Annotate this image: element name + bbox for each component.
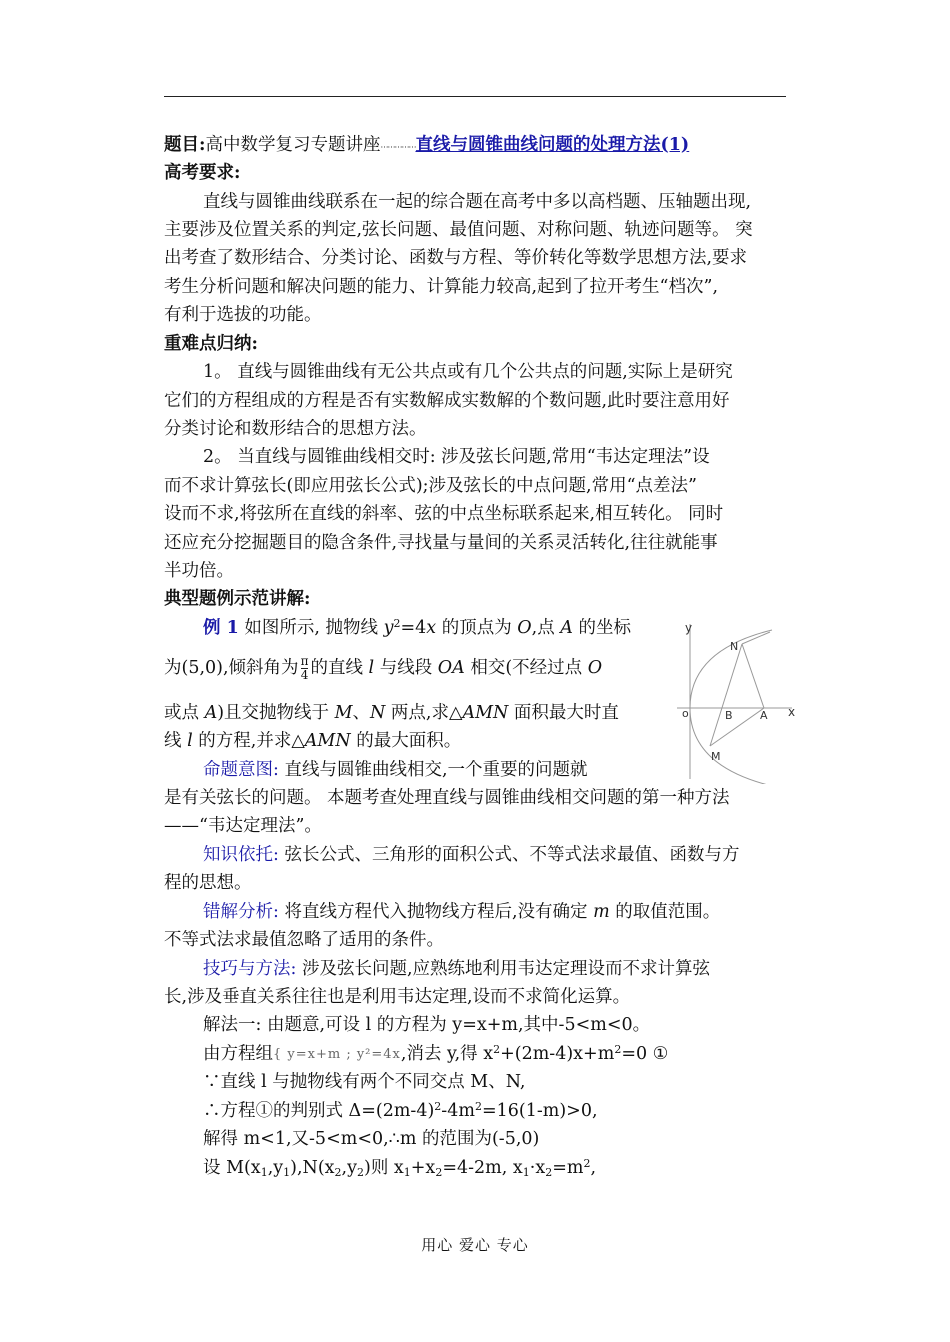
- frac-den: 4: [300, 668, 309, 682]
- text: 、: [352, 703, 371, 723]
- text: 的取值范围。: [609, 902, 721, 922]
- sub: 2: [545, 1166, 553, 1179]
- text: ),N(x: [290, 1158, 335, 1178]
- requirements-line: 出考查了数形结合、分类讨论、函数与方程、等价转化等数学思想方法,要求: [164, 248, 748, 268]
- sub: 2: [334, 1166, 342, 1179]
- var: l: [187, 731, 193, 751]
- text: =0 ①: [621, 1044, 669, 1064]
- basis-line: 程的思想。: [164, 873, 252, 893]
- point-a-label: A: [760, 709, 768, 722]
- x-axis-label: x: [788, 705, 796, 719]
- var: O: [517, 618, 532, 638]
- text: 弦长公式、三角形的面积公式、不等式法求最值、函数与方: [278, 845, 740, 865]
- fraction: [301, 655, 309, 682]
- var: l: [368, 658, 375, 678]
- text: =4: [400, 618, 427, 638]
- text: ,消去 y,得 x: [400, 1044, 494, 1064]
- text: ∴方程①的判别式 Δ=(2m-4): [203, 1101, 435, 1121]
- key-points-heading: 重难点归纳:: [164, 334, 258, 354]
- sub: 2: [435, 1166, 443, 1179]
- examples-heading: 典型题例示范讲解:: [164, 589, 311, 609]
- sub: 1: [260, 1166, 268, 1179]
- key-point-2-line: 2。 当直线与圆锥曲线相交时: 涉及弦长问题,常用“韦达定理法”设: [203, 447, 710, 467]
- sub: 1: [522, 1166, 530, 1179]
- frac-num: π: [300, 654, 309, 668]
- basis-line-1: [203, 844, 739, 866]
- text: 将直线方程代入抛物线方程后,没有确定: [278, 902, 594, 922]
- text: ·x: [529, 1158, 546, 1178]
- text: 的方程,并求△: [192, 731, 305, 751]
- text: +x: [410, 1158, 436, 1178]
- title-line: [164, 134, 689, 157]
- var: A: [560, 618, 573, 638]
- sub: 1: [283, 1166, 291, 1179]
- point-b-label: B: [725, 709, 733, 722]
- exp: 2: [434, 1100, 442, 1113]
- exp: 2: [474, 1100, 482, 1113]
- text: 与线段: [374, 658, 438, 678]
- key-point-1-line: 分类讨论和数形结合的思想方法。: [164, 419, 427, 439]
- point-n-label: N: [730, 640, 739, 653]
- text: ,y: [267, 1158, 284, 1178]
- text: 面积最大时直: [508, 703, 619, 723]
- text: 直线与圆锥曲线相交,一个重要的问题就: [278, 760, 588, 780]
- segment-am: [710, 708, 764, 746]
- requirements-heading: 高考要求:: [164, 163, 241, 183]
- intent-line: ——“韦达定理法”。: [164, 816, 322, 836]
- requirements-line: 考生分析问题和解决问题的能力、计算能力较高,起到了拉开考生“档次”,: [164, 277, 719, 297]
- text: 由方程组: [203, 1044, 273, 1064]
- example-1-line-1: [203, 617, 631, 639]
- text: ,: [590, 1158, 597, 1178]
- exp: 2: [493, 1043, 501, 1056]
- y-axis-label: y: [685, 621, 693, 635]
- var: y: [383, 618, 394, 638]
- text: 为(5,0),倾斜角为: [164, 658, 299, 678]
- error-line: 不等式法求最值忽略了适用的条件。: [164, 930, 444, 950]
- text: 设 M(x: [203, 1158, 261, 1178]
- var: OA: [437, 658, 465, 678]
- example-1-line-4: [164, 730, 461, 752]
- var: m: [593, 902, 610, 922]
- solution-line-4: [203, 1100, 598, 1122]
- text: =4-2m, x: [442, 1158, 523, 1178]
- text: )则 x: [364, 1158, 404, 1178]
- key-point-1-line: 它们的方程组成的方程是否有实数解成实数解的个数问题,此时要注意用好: [164, 391, 730, 411]
- text: 的最大面积。: [350, 731, 462, 751]
- skill-line-1: [203, 958, 710, 980]
- text: 如图所示, 抛物线: [244, 618, 384, 638]
- text: 的顶点为: [436, 618, 518, 638]
- text: +(2m-4)x+m: [500, 1044, 615, 1064]
- solution-line-5: 解得 m<1,又-5<m<0,∴m 的范围为(-5,0): [203, 1129, 540, 1149]
- text: 两点,求△: [385, 703, 463, 723]
- exp: 2: [614, 1043, 622, 1056]
- error-line-1: [203, 901, 720, 923]
- exp: 2: [583, 1157, 591, 1170]
- solution-line-1: 解法一: 由题意,可设 l 的方程为 y=x+m,其中-5<m<0。: [203, 1015, 651, 1035]
- basis-label: 知识依托:: [203, 845, 279, 865]
- sub: 1: [403, 1166, 411, 1179]
- requirements-line: 直线与圆锥曲线联系在一起的综合题在高考中多以高档题、压轴题出现,: [203, 192, 752, 212]
- title-dots: ……………: [380, 140, 416, 150]
- parabola-figure: [672, 614, 802, 784]
- solution-line-6: [203, 1157, 596, 1179]
- text: =m: [552, 1158, 584, 1178]
- key-point-1-line: 1。 直线与圆锥曲线有无公共点或有几个公共点的问题,实际上是研究: [203, 362, 733, 382]
- key-point-2-line: 设而不求,将弦所在直线的斜率、弦的中点坐标联系起来,相互转化。 同时: [164, 504, 724, 524]
- sub: 2: [357, 1166, 364, 1179]
- skill-line: 长,涉及垂直关系往往也是利用韦达定理,设而不求简化运算。: [164, 987, 631, 1007]
- exp: 2: [393, 617, 401, 630]
- parabola: [690, 630, 772, 784]
- point-m-label: M: [711, 750, 721, 763]
- origin-label: o: [682, 707, 689, 720]
- intent-line: 是有关弦长的问题。 本题考查处理直线与圆锥曲线相交问题的第一种方法: [164, 788, 730, 808]
- text: ,点: [531, 618, 561, 638]
- text: 的直线: [310, 658, 369, 678]
- requirements-line: 主要涉及位置关系的判定,弦长问题、最值问题、对称问题、轨迹问题等。 突: [164, 220, 753, 240]
- example-1-line-3: [164, 702, 619, 724]
- text: 线: [164, 731, 188, 751]
- text: -4m: [441, 1101, 475, 1121]
- var: AMN: [462, 703, 509, 723]
- key-point-2-line: 而不求计算弦长(即应用弦长公式);涉及弦长的中点问题,常用“点差法”: [164, 476, 698, 496]
- line-l: [710, 644, 742, 746]
- text: =16(1-m)>0,: [481, 1101, 598, 1121]
- intent-label: 命题意图:: [203, 760, 279, 780]
- text: )且交抛物线于: [217, 703, 335, 723]
- topic-link[interactable]: 直线与圆锥曲线问题的处理方法(1): [415, 135, 690, 155]
- segment-an: [742, 644, 764, 708]
- key-point-2-line: 半功倍。: [164, 561, 234, 581]
- var: M: [334, 703, 353, 723]
- title-label: 题目:: [164, 135, 206, 155]
- solution-line-3: ∵直线 l 与抛物线有两个不同交点 M、N,: [203, 1072, 526, 1092]
- text: 涉及弦长问题,应熟练地利用韦达定理设而不求计算弦: [296, 959, 711, 979]
- var: AMN: [304, 731, 351, 751]
- var: O: [587, 658, 603, 678]
- skill-label: 技巧与方法:: [203, 959, 297, 979]
- key-point-2-line: 还应充分挖掘题目的隐含条件,寻找量与量间的关系灵活转化,往往就能事: [164, 533, 718, 553]
- equation-system: { y=x+m ; y²=4x: [273, 1046, 401, 1062]
- header-rule: [164, 96, 786, 97]
- var: x: [426, 618, 437, 638]
- example-1-label: 例 1: [203, 618, 239, 638]
- error-label: 错解分析:: [203, 902, 279, 922]
- page-footer: 用心 爱心 专心: [421, 1236, 529, 1254]
- var: A: [204, 703, 218, 723]
- text: 的坐标: [572, 618, 631, 638]
- text: 或点: [164, 703, 205, 723]
- course-name: 高中数学复习专题讲座: [205, 135, 381, 155]
- requirements-line: 有利于选拔的功能。: [164, 305, 322, 325]
- solution-line-2: [203, 1043, 668, 1066]
- var: N: [370, 703, 386, 723]
- text: 相交(不经过点: [464, 658, 588, 678]
- example-1-line-2: [164, 655, 602, 682]
- intent-line-1: [203, 759, 588, 781]
- text: ,y: [341, 1158, 357, 1178]
